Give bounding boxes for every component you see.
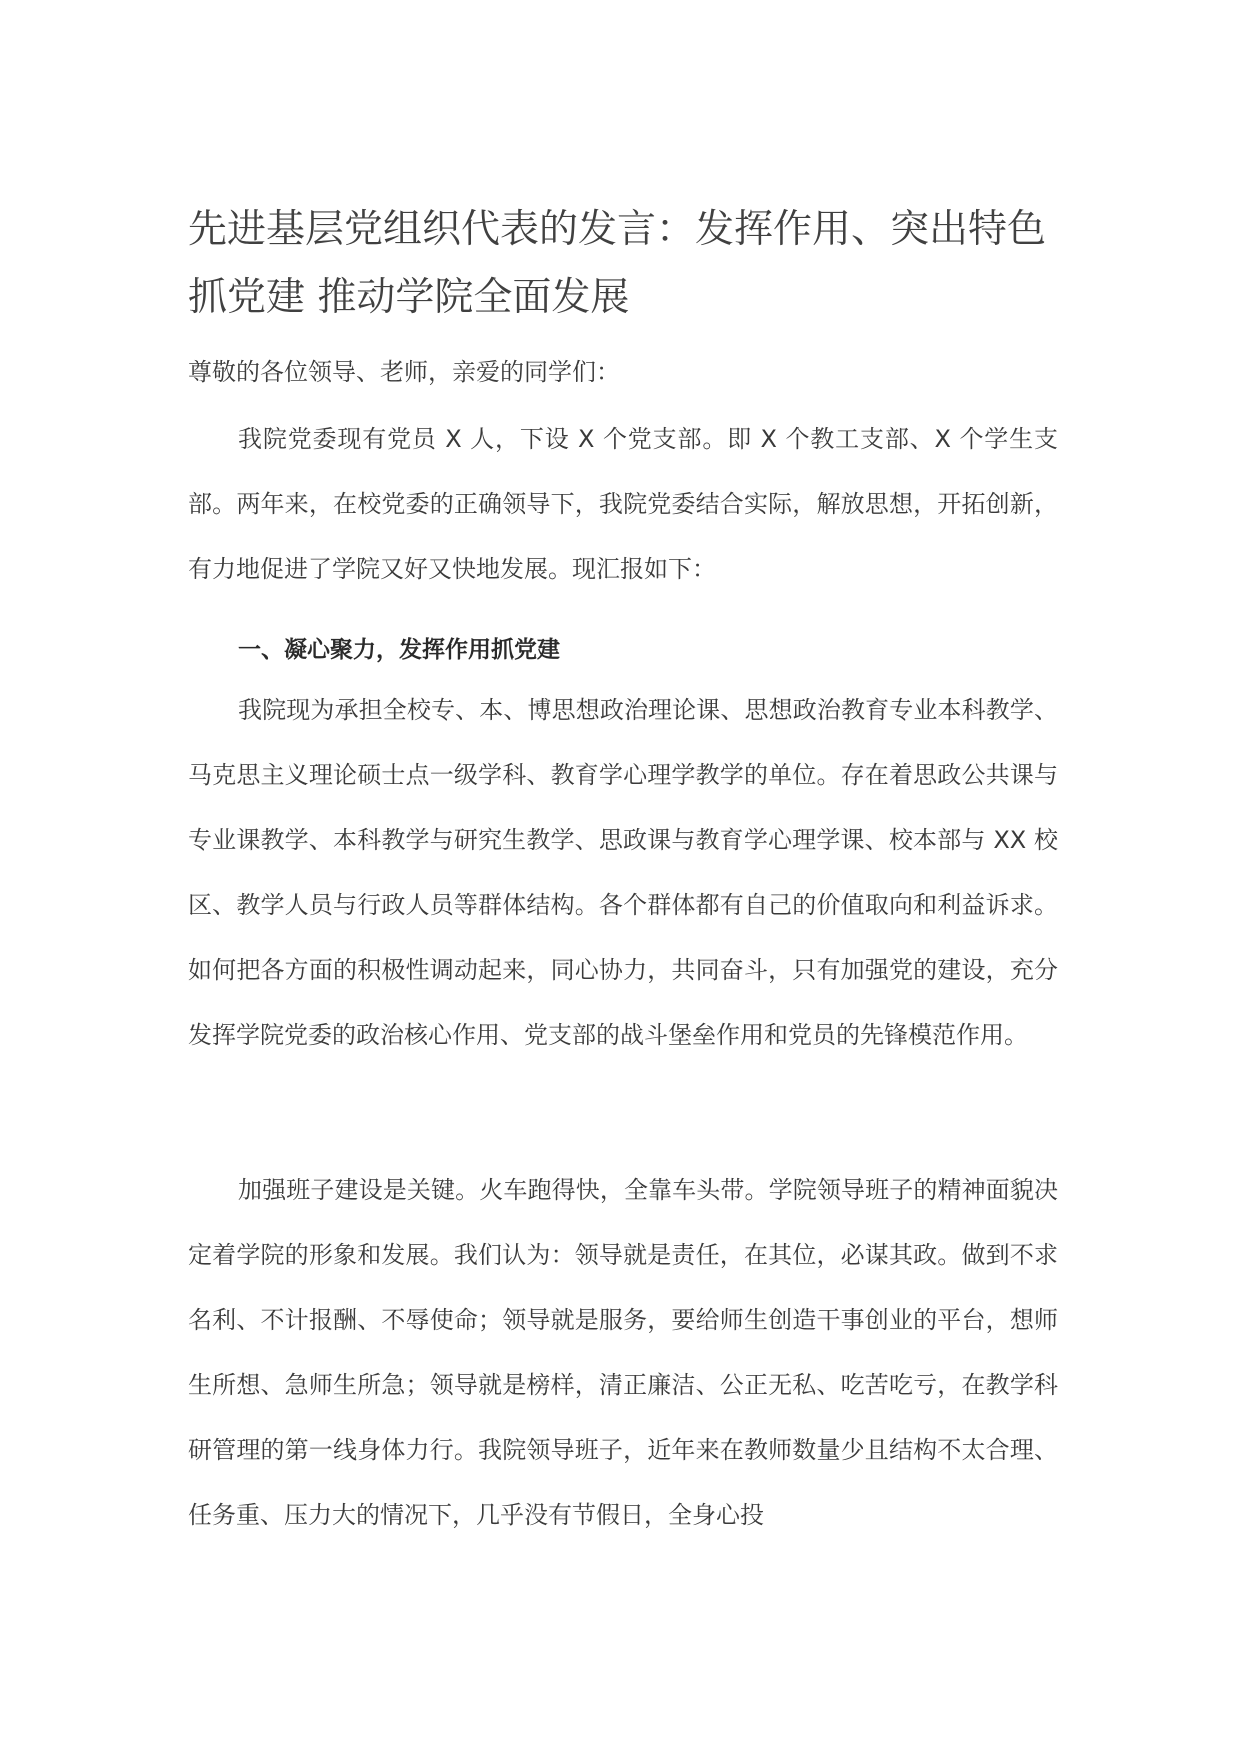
paragraph-leadership: 加强班子建设是关键。火车跑得快，全靠车头带。学院领导班子的精神面貌决定着学院的形象和发展。我们认为：领导就是责任，在其位，必谋其政。做到不求名利、不计报酬、不辱使命；领导就是服务，要给师生创造干事创业的平台，想师生所想、急师生所急；领导就是榜样，清正廉洁、公正无私、吃苦吃亏，在教学科研管理的第一线身体力行。我院领导班子，近年来在教师数量少且结构不太合理、任务重、压力大的情况下，几乎没有节假日，全身心投	[188, 1176, 1058, 1529]
section-heading-1: 一、凝心聚力，发挥作用抓党建	[238, 637, 560, 663]
paragraph-intro: 我院党委现有党员 X 人，下设 X 个党支部。即 X 个教工支部、X 个学生支部。两年来，在校党委的正确领导下，我院党委结合实际，解放思想，开拓创新，有力地促进了学院又好又快地发展。现汇报如下：	[188, 425, 1058, 583]
paragraph-block-2	[188, 678, 1058, 1068]
paragraph-block-1	[188, 407, 1058, 602]
paragraph-block-3	[188, 1158, 1058, 1548]
paragraph-party-building: 我院现为承担全校专、本、博思想政治理论课、思想政治教育专业本科教学、马克思主义理论硕士点一级学科、教育学心理学教学的单位。存在着思政公共课与专业课教学、本科教学与研究生教学、思政课与教育学心理学课、校本部与 XX 校区、教学人员与行政人员等群体结构。各个群体都有自己的价值取向和利益诉求。如何把各方面的积极性调动起来，同心协力，共同奋斗，只有加强党的建设，充分发挥学院党委的政治核心作用、党支部的战斗堡垒作用和党员的先锋模范作用。	[188, 696, 1058, 1049]
salutation: 尊敬的各位领导、老师，亲爱的同学们：	[188, 358, 620, 386]
document-title: 先进基层党组织代表的发言：发挥作用、突出特色抓党建 推动学院全面发展	[188, 207, 1047, 320]
section-heading-block	[188, 630, 1058, 670]
